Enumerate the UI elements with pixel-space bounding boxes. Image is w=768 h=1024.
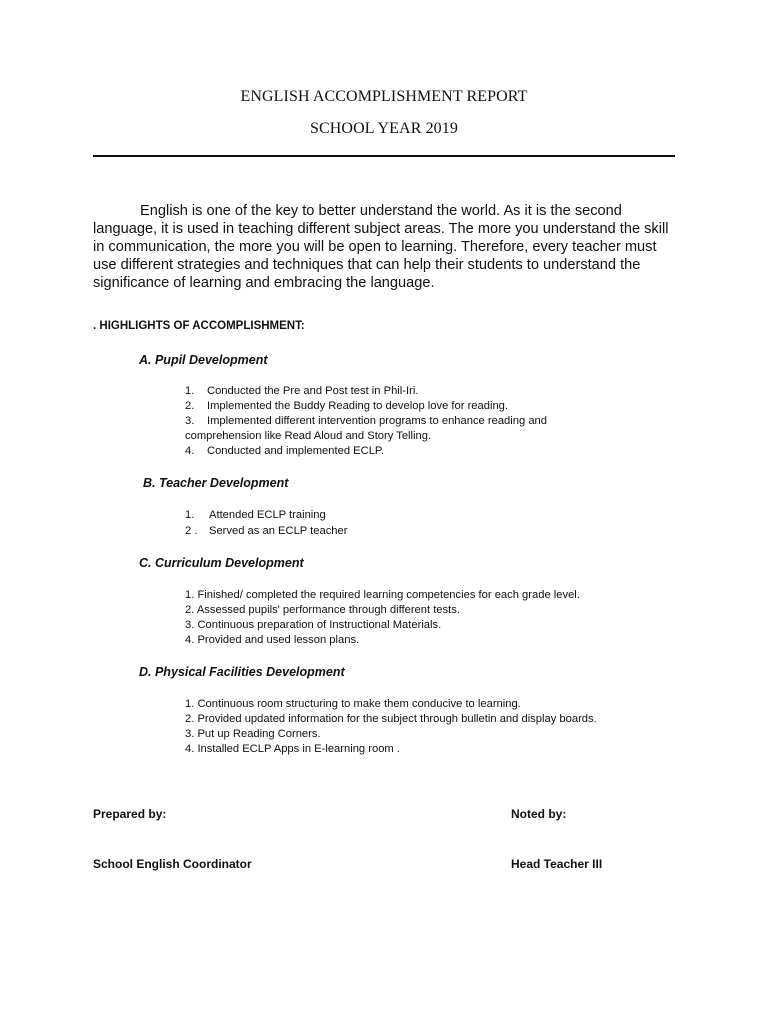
highlights-heading: . HIGHLIGHTS OF ACCOMPLISHMENT: xyxy=(93,320,305,332)
prepared-by-role: School English Coordinator xyxy=(93,857,252,871)
section-heading-curriculum: C. Curriculum Development xyxy=(139,556,304,570)
section-heading-pupil: A. Pupil Development xyxy=(139,353,268,367)
list-item xyxy=(185,525,347,537)
list-item: 1. Finished/ completed the required learning competencies for each grade level. xyxy=(185,589,580,601)
list-item: 1. Continuous room structuring to make them conducive to learning. xyxy=(185,698,521,710)
title-divider xyxy=(93,155,675,157)
list-item: 4. Provided and used lesson plans. xyxy=(185,634,360,646)
report-title: ENGLISH ACCOMPLISHMENT REPORT xyxy=(240,88,528,105)
section-heading-teacher: B. Teacher Development xyxy=(143,476,289,490)
item-number: 1. xyxy=(185,509,195,521)
item-number: 4. xyxy=(185,445,195,457)
item-text: Conducted and implemented ECLP. xyxy=(207,445,385,457)
noted-by-label: Noted by: xyxy=(511,807,567,821)
noted-by-role: Head Teacher III xyxy=(511,857,603,871)
item-text: Implemented the Buddy Reading to develop love for reading. xyxy=(207,400,509,412)
list-item: 2. Provided updated information for the subject through bulletin and display boards. xyxy=(185,713,597,725)
item-text: Conducted the Pre and Post test in Phil-Iri. xyxy=(207,385,419,397)
list-item: 3. Put up Reading Corners. xyxy=(185,728,321,740)
item-number: 2 . xyxy=(185,525,198,537)
list-item xyxy=(185,509,326,521)
item-text: Served as an ECLP teacher xyxy=(209,525,348,537)
item-number: 3. xyxy=(185,415,195,427)
section-heading-facilities: D. Physical Facilities Development xyxy=(139,665,345,679)
list-item xyxy=(185,445,384,457)
list-item: 3. Continuous preparation of Instructional Materials. xyxy=(185,619,442,631)
report-subtitle: SCHOOL YEAR 2019 xyxy=(310,120,458,137)
list-item xyxy=(185,400,508,412)
list-item xyxy=(185,415,547,427)
item-number: 2. xyxy=(185,400,195,412)
item-text: Attended ECLP training xyxy=(209,509,326,521)
prepared-by-label: Prepared by: xyxy=(93,807,167,821)
list-item: 2. Assessed pupils' performance through different tests. xyxy=(185,604,460,616)
intro-text: English is one of the key to better understand the world. As it is the second language, it is used in teaching different subject areas. The more you understand the skill in communication, the more you will be open to learning. Therefore, every teacher must use different strategies and techniques that can help their students to understand the significance of learning and embracing the language. xyxy=(93,203,669,291)
list-item xyxy=(185,385,418,397)
item-text: Implemented different intervention programs to enhance reading and xyxy=(207,415,547,427)
list-item: 4. Installed ECLP Apps in E-learning room . xyxy=(185,743,400,755)
list-item-continuation: comprehension like Read Aloud and Story Telling. xyxy=(185,430,432,442)
intro-paragraph xyxy=(93,202,683,292)
item-number: 1. xyxy=(185,385,195,397)
